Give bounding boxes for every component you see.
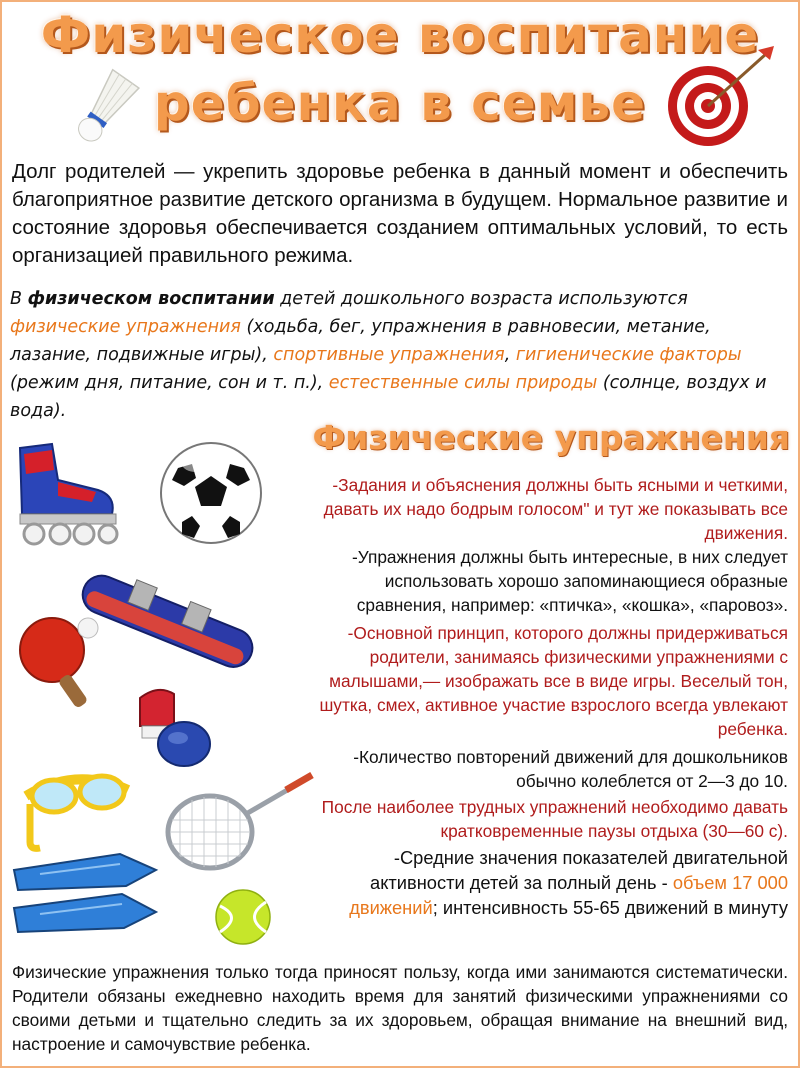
page-title-line2: ребенка в семье <box>153 74 647 132</box>
exercise-item-4: -Количество повторений движений для дошкольников обычно колеблется от 2—3 до 10. <box>353 747 788 791</box>
page-title: Физическое воспитание <box>40 6 760 64</box>
exercise-item-5: После наиболее трудных упражнений необходимо давать кратковременные паузы отдыха (30—60 с). <box>321 797 788 841</box>
exercise-item-6: -Средние значения показателей двигательной активности детей за полный день - объем 17 000 движений; интенсивность 55-65 движений в минуту <box>349 847 788 918</box>
roller-skate-icon <box>12 440 122 546</box>
exercise-item-2: -Упражнения должны быть интересные, в них следует использовать хорошо запоминающиеся образные сравнения, например: «птичка», «кошка», «паровоз». <box>352 547 788 615</box>
boxing-gloves-icon <box>128 684 218 770</box>
outro-paragraph: Физические упражнения только тогда приносят пользу, когда ими занимаются систематически. Родители обязаны ежедневно находить время для занятий физическими упражнениями со своими детьми и тщательно следить за их здоровьем, обращая внимание на внешний вид, настроение и самочувствие ребенка. <box>12 962 788 1054</box>
flippers-icon <box>10 850 160 946</box>
section-subtitle: Физические упражнения <box>312 418 790 457</box>
exercise-item-3: -Основной принцип, которого должны придерживаться родители, занимаясь физическими упражнениями с малышами,— изображать все в виде игры. Веселый тон, шутка, смех, активное участие взрослого всегда увлекают ребенка. <box>319 623 788 739</box>
soccer-ball-icon <box>158 440 264 546</box>
movement-volume: объем 17 000 движений <box>349 872 788 918</box>
target-icon <box>658 40 778 150</box>
method-hygiene: гигиенические факторы <box>515 345 742 365</box>
diving-mask-icon <box>16 756 136 852</box>
ping-pong-paddle-icon <box>16 612 104 712</box>
method-exercises: физические упражнения <box>10 317 241 337</box>
method-sport: спортивные упражнения <box>273 345 505 365</box>
methods-bold-term: физическом воспитании <box>27 289 275 309</box>
tennis-ball-icon <box>214 888 272 946</box>
intro-paragraph: Долг родителей — укрепить здоровье ребенка в данный момент и обеспечить благоприятное развитие детского организма в будущем. Нормальное развитие и состояние здоровья обеспечивается созданием оптимальных условий, то есть организацией правильного режима. <box>12 160 788 267</box>
methods-paragraph: В физическом воспитании детей дошкольного возраста используются физические упражнения (ходьба, бег, упражнения в равновесии, метание, лазание, подвижные игры), спортивные упражнения, гигиенические факторы (режим дня, питание, сон и т. п.), естественные силы природы (солнце, воздух и вода). <box>10 289 767 421</box>
shuttlecock-icon <box>58 64 150 156</box>
method-nature: естественные силы природы <box>328 373 598 393</box>
exercise-item-1: -Задания и объяснения должны быть ясными и четкими, давать их надо бодрым голосом" и тут же показывать все движения. <box>323 475 788 543</box>
